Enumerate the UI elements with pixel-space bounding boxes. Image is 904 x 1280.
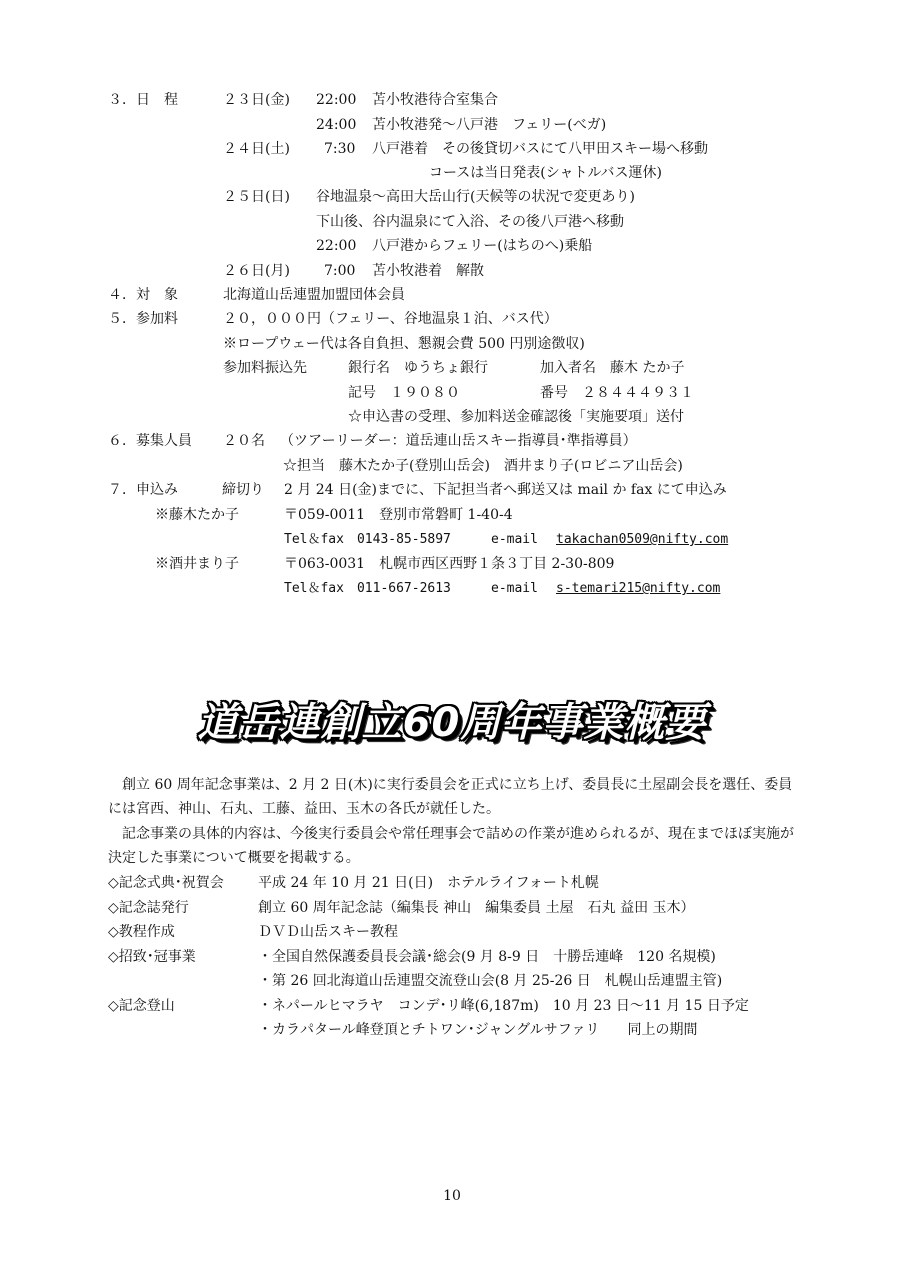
target-text: 北海道山岳連盟加盟団体会員 [223,287,405,303]
fee-bank: 銀行名 ゆうちょ銀行 [348,360,488,376]
contact-1-email-link[interactable]: takachan0509@nifty.com [556,532,729,547]
recruit-count: ２０名 [223,433,265,449]
contact-2-name: ※酒井まり子 [155,556,239,572]
item-text: 平成 24 年 10 月 21 日(日) ホテルライフォート札幌 [258,875,599,891]
anniversary-paragraph-1: 創立 60 周年記念事業は、2 月 2 日(木)に実行委員会を正式に立ち上げ、委員長に土屋副会長を選任、委員には宮西、神山、石丸、工藤、益田、玉木の各氏が就任した。 [108,777,793,817]
recruit-staff: ☆担当 藤木たか子(登別山岳会) 酒井まり子(ロビニア山岳会) [283,458,683,474]
apply-heading: ７．申込み [108,482,178,498]
recruit-heading: ６．募集人員 [108,433,192,449]
schedule-text: 苫小牧港着 解散 [372,263,484,279]
schedule-text: 谷地温泉～高田大岳山行(天候等の状況で変更あり) [316,189,635,205]
fee-bango: 番号 ２８４４４９３１ [540,385,694,401]
contact-1-name: ※藤木たか子 [155,507,239,523]
anniversary-title: 道岳連創立60周年事業概要 [197,700,707,746]
fee-transfer-label: 参加料振込先 [223,360,307,376]
contact-2-mail-label: e-mail [491,581,538,596]
item-text: 創立 60 周年記念誌（編集長 神山 編集委員 土屋 石丸 益田 玉木） [258,900,695,916]
schedule-date-23: ２３日(金) [223,92,290,108]
schedule-text: 下山後、谷内温泉にて入浴、その後八戸港へ移動 [316,214,624,230]
contact-2-tel: Tel＆fax 011-667-2613 [284,581,451,596]
item-label: ◇招致･冠事業 [108,949,196,965]
apply-deadline-text: 2 月 24 日(金)までに、下記担当者へ郵送又は mail か fax にて申込み [284,482,727,498]
fee-kigo: 記号 １９０８０ [348,385,460,401]
schedule-time: 22:00 [316,238,357,254]
apply-deadline-label: 締切り [222,482,264,498]
schedule-text: コースは当日発表(シャトルバス運休) [429,165,662,181]
schedule-text: 八戸港着 その後貸切バスにて八甲田スキー場へ移動 [372,141,708,157]
schedule-text: 八戸港からフェリー(はちのへ)乗船 [372,238,593,254]
schedule-date-26: ２６日(月) [223,263,290,279]
item-label: ◇記念登山 [108,998,175,1014]
contact-1-tel: Tel＆fax 0143-85-5897 [284,532,451,547]
item-label: ◇記念誌発行 [108,900,189,916]
fee-heading: ５．参加料 [108,311,178,327]
recruit-leader: （ツアーリーダー：道岳連山岳スキー指導員･準指導員） [280,433,637,449]
item-label: ◇記念式典･祝賀会 [108,875,224,891]
target-heading: ４．対 象 [108,287,178,303]
schedule-time: 7:30 [324,141,356,157]
item-text: ・ネパールヒマラヤ コンデ･リ峰(6,187m) 10 月 23 日～11 月 15 日予定 [258,998,749,1014]
schedule-heading: ３．日 程 [108,92,178,108]
contact-1-address: 〒059-0011 登別市常磐町 1-40-4 [284,507,513,523]
anniversary-paragraph-2: 記念事業の具体的内容は、今後実行委員会や常任理事会で詰めの作業が進められるが、現在までほぼ実施が決定した事業について概要を掲載する。 [108,826,794,866]
item-text: ・カラパタール峰登頂とチトワン･ジャングルサファリ 同上の期間 [258,1022,698,1038]
contact-1-mail-label: e-mail [491,532,538,547]
fee-holder: 加入者名 藤木 たか子 [540,360,685,376]
schedule-time: 7:00 [324,263,356,279]
fee-note: ※ロープウェー代は各自負担、懇親会費 500 円別途徴収) [223,336,585,352]
fee-amount: ２０，０００円（フェリー、谷地温泉１泊、バス代） [223,311,558,327]
item-text: ・全国自然保護委員長会議･総会(9 月 8-9 日 十勝岳連峰 120 名規模) [258,949,716,965]
schedule-time: 24:00 [316,117,357,133]
contact-2-email-link[interactable]: s-temari215@nifty.com [556,581,721,596]
schedule-text: 苫小牧港発～八戸港 フェリー(べガ) [372,117,607,133]
schedule-date-24: ２４日(土) [223,141,290,157]
item-text: ＤＶＤ山岳スキー教程 [258,924,398,940]
fee-confirm: ☆申込書の受理、参加料送金確認後「実施要項」送付 [348,409,684,425]
page-number: 10 [443,1188,461,1204]
item-text: ・第 26 回北海道山岳連盟交流登山会(8 月 25-26 日 札幌山岳連盟主管) [258,973,723,989]
contact-2-address: 〒063-0031 札幌市西区西野１条３丁目 2-30-809 [284,556,615,572]
item-label: ◇教程作成 [108,924,175,940]
schedule-text: 苫小牧港待合室集合 [372,92,498,108]
schedule-date-25: ２５日(日) [223,189,290,205]
schedule-time: 22:00 [316,92,357,108]
